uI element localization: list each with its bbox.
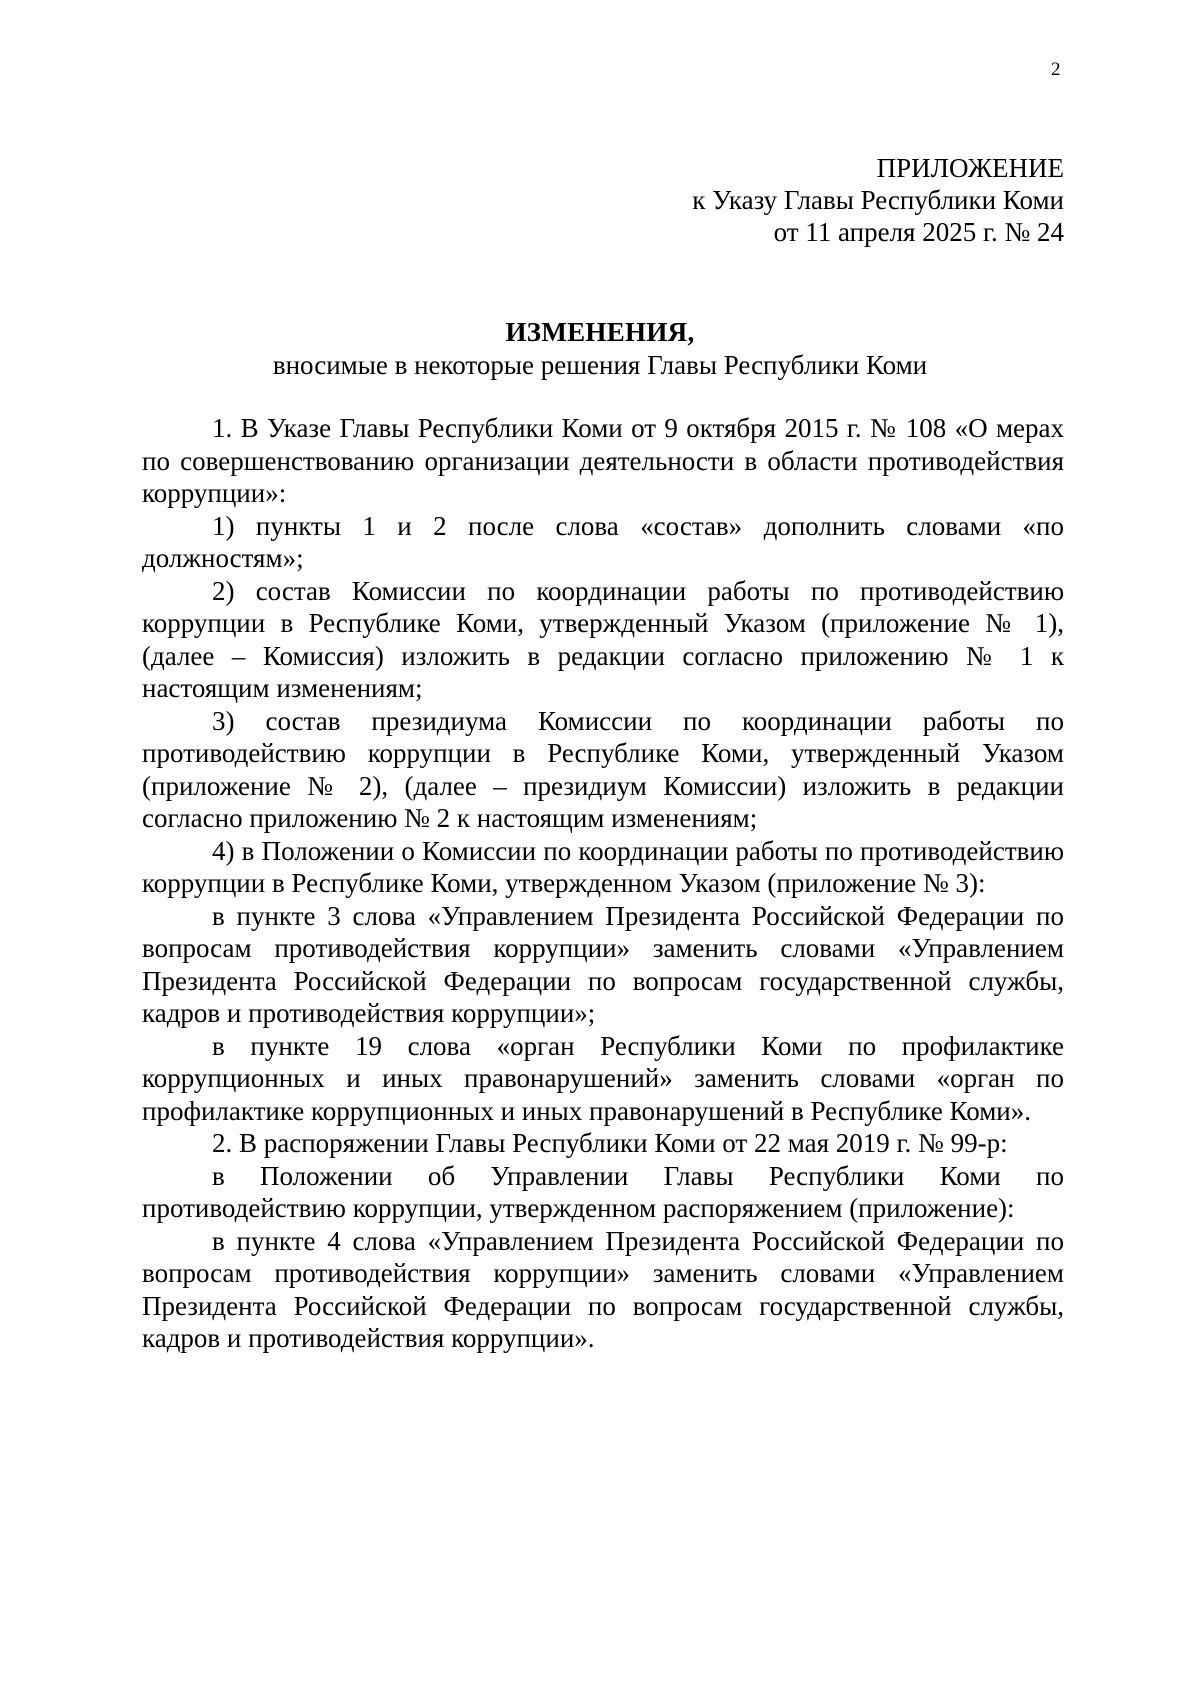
paragraph-2-regulation: в Положении об Управлении Главы Республики Коми по противодействию коррупции, утвержденном распоряжением (приложение):	[142, 1160, 1064, 1223]
paragraph-1-item-3: 3) состав президиума Комиссии по координации работы по противодействию коррупции в Республике Коми, утвержденный Указом (приложение № 2), (далее – президиум Комиссии) изложить в редакции согласно приложению № 2 к настоящим изменениям;	[142, 705, 1064, 833]
paragraph-1-item-4: 4) в Положении о Комиссии по координации работы по противодействию коррупции в Республике Коми, утвержденном Указом (приложение № 3):	[142, 835, 1064, 898]
paragraph-1-item-4-point-3: в пункте 3 слова «Управлением Президента Российской Федерации по вопросам противодействия коррупции» заменить словами «Управлением Президента Российской Федерации по вопросам государственной службы, кадров и противодействия коррупции»;	[142, 900, 1064, 1028]
document-title: ИЗМЕНЕНИЯ,	[505, 317, 695, 347]
appendix-decree-ref: к Указу Главы Республики Коми	[692, 185, 1064, 215]
appendix-header	[692, 152, 1064, 248]
paragraph-1-item-1: 1) пункты 1 и 2 после слова «состав» дополнить словами «по должностям»;	[142, 510, 1064, 573]
paragraph-1-item-4-point-19: в пункте 19 слова «орган Республики Коми по профилактике коррупционных и иных правонарушений» заменить словами «орган по профилактике коррупционных и иных правонарушений в Республике Коми».	[142, 1030, 1064, 1126]
appendix-label: ПРИЛОЖЕНИЕ	[876, 153, 1064, 183]
paragraph-1: 1. В Указе Главы Республики Коми от 9 октября 2015 г. № 108 «О мерах по совершенствованию организации деятельности в области противодействия коррупции»:	[142, 413, 1064, 508]
appendix-decree-date: от 11 апреля 2025 г. № 24	[773, 217, 1064, 247]
paragraph-2-point-4: в пункте 4 слова «Управлением Президента Российской Федерации по вопросам противодействия коррупции» заменить словами «Управлением Президента Российской Федерации по вопросам государственной службы, кадров и противодействия коррупции».	[142, 1225, 1064, 1353]
page-number: 2	[1051, 59, 1061, 80]
paragraph-2: 2. В распоряжении Главы Республики Коми от 22 мая 2019 г. № 99-р:	[212, 1128, 1008, 1158]
document-subtitle: вносимые в некоторые решения Главы Республики Коми	[272, 350, 928, 380]
document-body	[142, 412, 1064, 1355]
paragraph-1-item-2: 2) состав Комиссии по координации работы по противодействию коррупции в Республике Коми, утвержденный Указом (приложение № 1), (далее – Комиссия) изложить в редакции согласно приложению № 1 к настоящим изменениям;	[142, 575, 1064, 703]
